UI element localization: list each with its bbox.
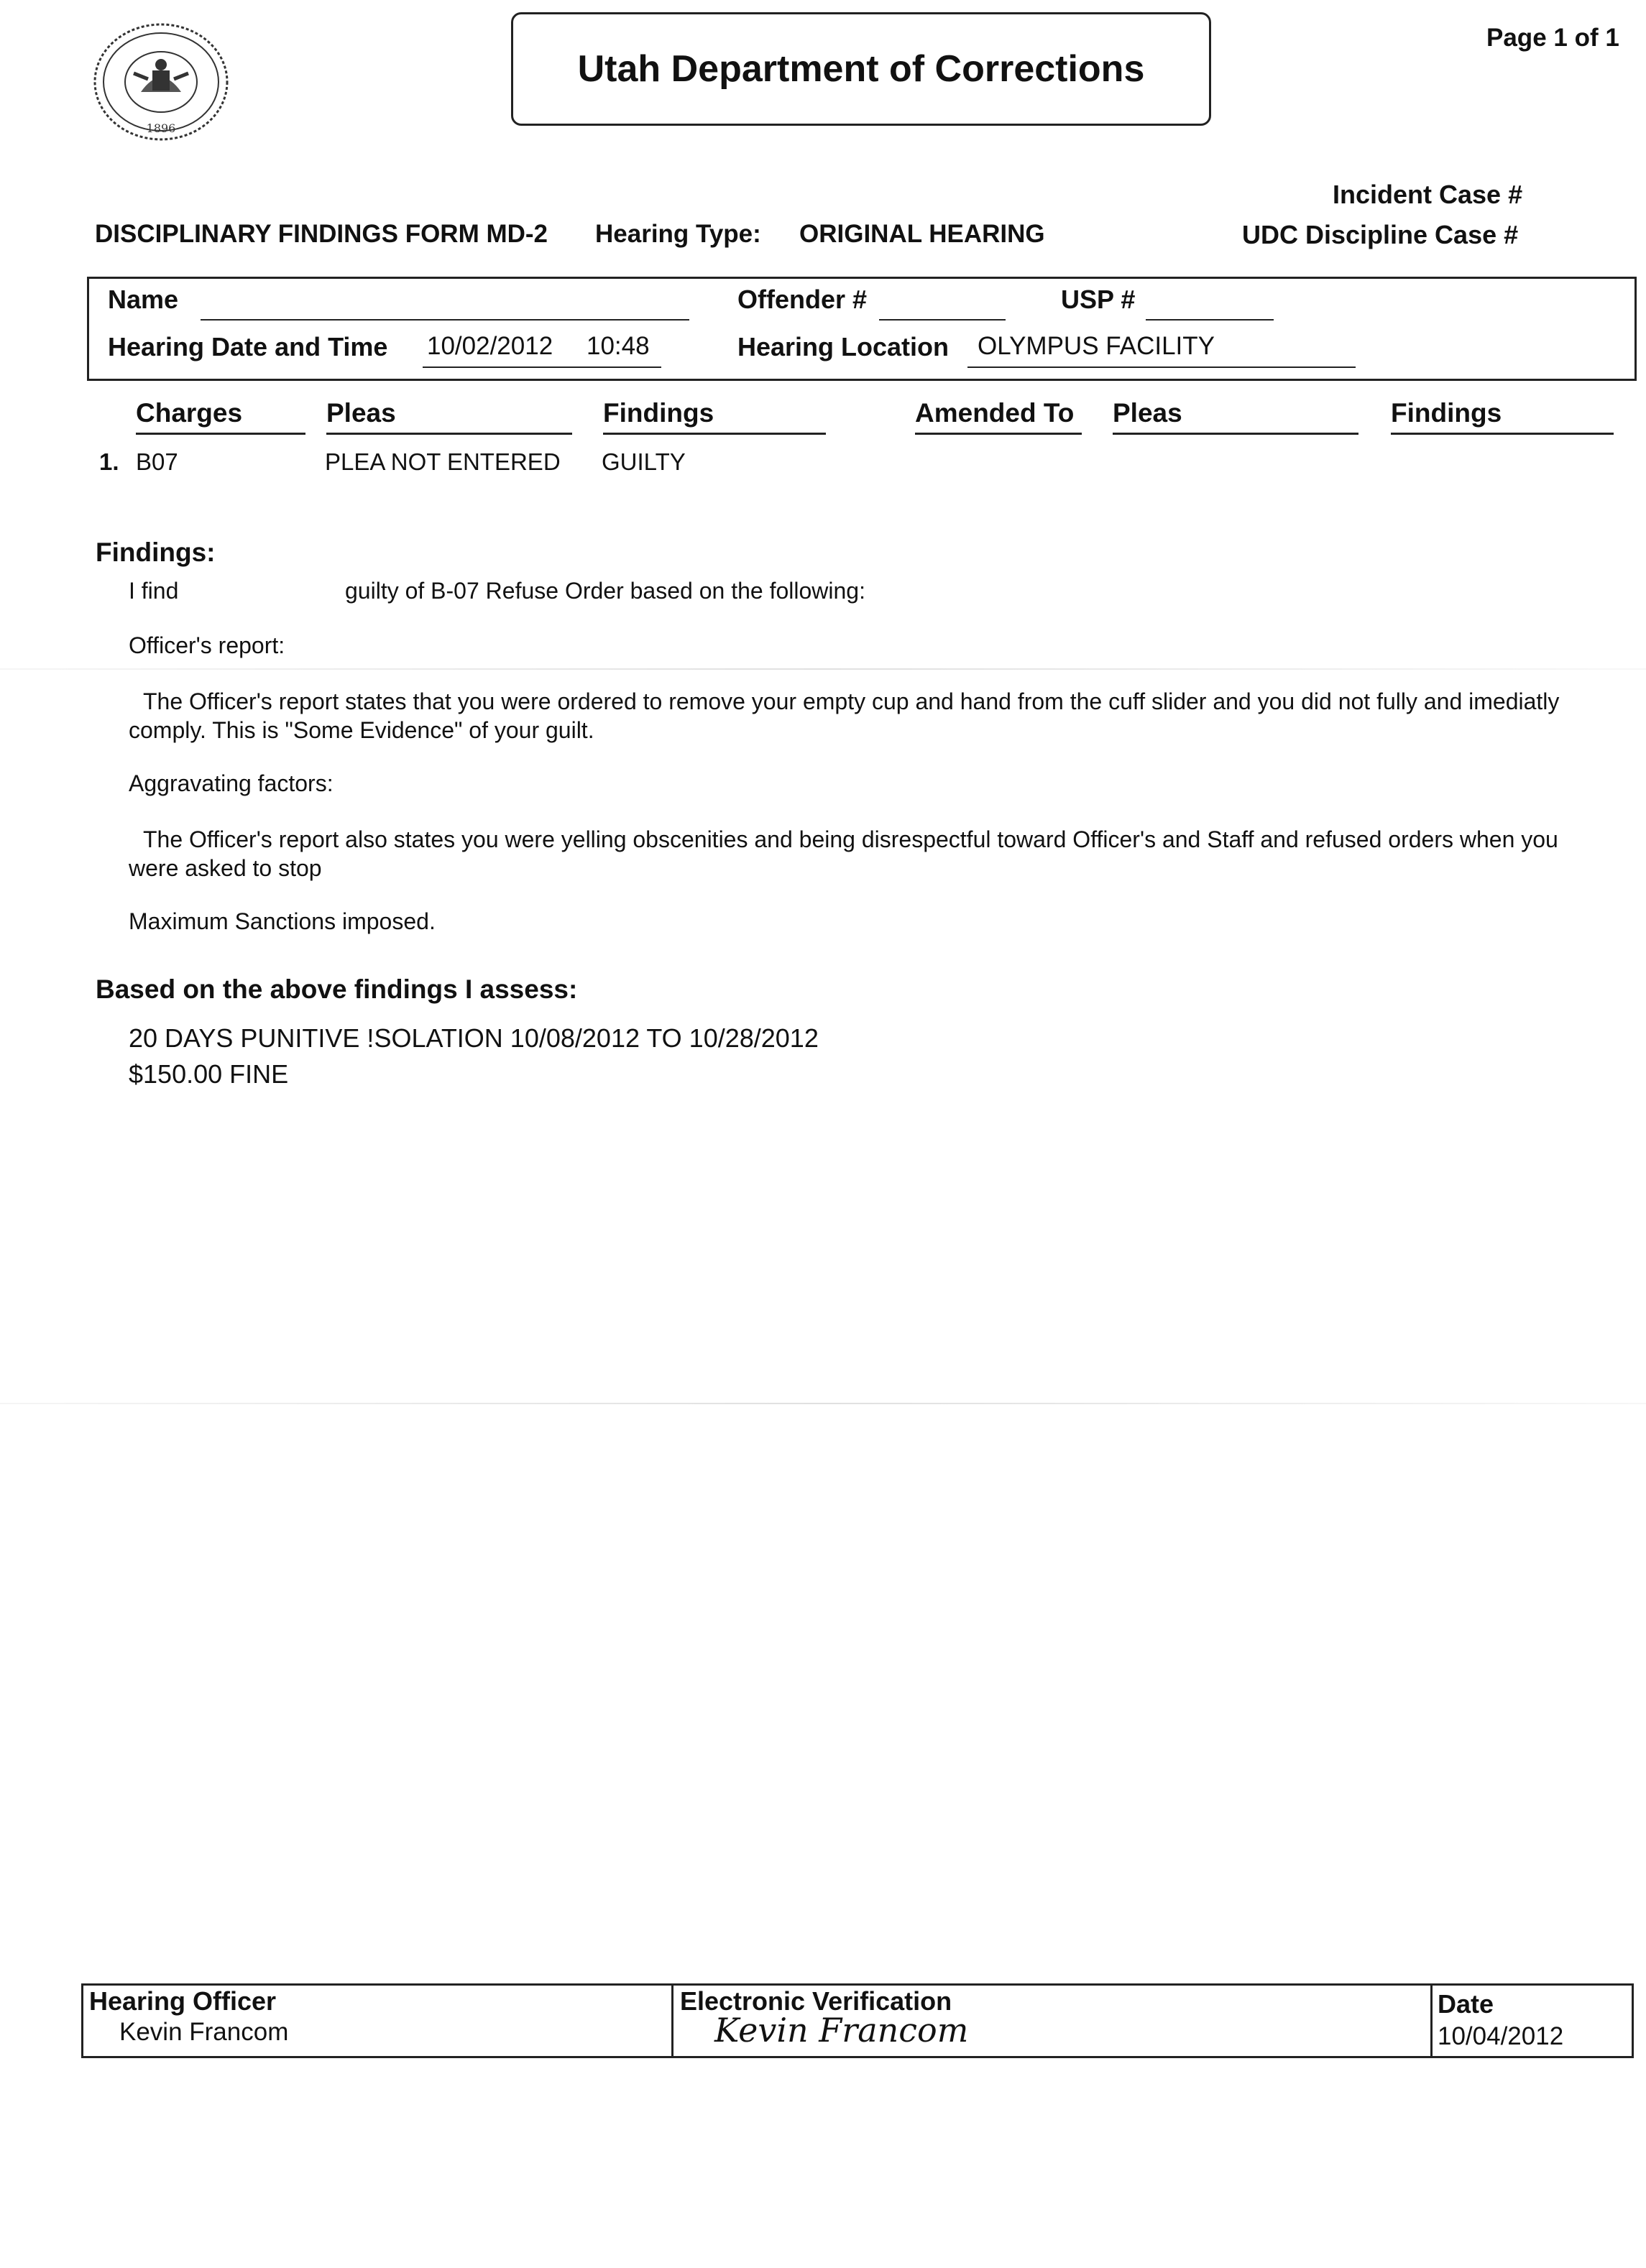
aggravating-text: The Officer's report also states you were yelling obscenities and being disrespectful toward Officer's and Staff and refused orders when you were asked to stop (129, 826, 1558, 881)
header-amended-to: Amended To (915, 398, 1082, 435)
assessment-item-isolation: 20 DAYS PUNITIVE !SOLATION 10/08/2012 TO 10/28/2012 (129, 1023, 819, 1053)
guilty-statement: guilty of B-07 Refuse Order based on the following: (345, 578, 865, 604)
department-title-box (511, 12, 1211, 126)
i-find-text: I find (129, 578, 179, 604)
hearing-officer-label: Hearing Officer (89, 1986, 277, 2016)
hearing-location-label: Hearing Location (737, 332, 950, 361)
udc-discipline-case-label: UDC Discipline Case # (1242, 220, 1519, 249)
fold-line-upper (0, 668, 1646, 670)
hearing-datetime-label: Hearing Date and Time (108, 332, 388, 361)
name-label: Name (108, 285, 179, 314)
usp-field (1146, 287, 1274, 321)
signature-date: 10/04/2012 (1438, 2022, 1564, 2050)
assessment-heading: Based on the above findings I assess: (96, 974, 578, 1004)
state-seal (91, 20, 231, 144)
charge-finding: GUILTY (602, 448, 686, 475)
hearing-date: 10/02/2012 (427, 332, 553, 360)
hearing-type-label: Hearing Type: (595, 220, 761, 248)
hearing-officer-name: Kevin Francom (119, 2018, 289, 2046)
incident-case-label: Incident Case # (1333, 180, 1523, 209)
name-field (201, 287, 689, 321)
usp-label: USP # (1061, 285, 1136, 314)
header-amended-findings: Findings (1391, 398, 1614, 435)
electronic-signature: Kevin Francom (714, 2011, 969, 2050)
form-title: DISCIPLINARY FINDINGS FORM MD-2 (95, 220, 548, 248)
hearing-type-value: ORIGINAL HEARING (799, 220, 1045, 248)
electronic-verification-label: Electronic Verification (680, 1986, 952, 2016)
aggravating-label: Aggravating factors: (129, 770, 334, 796)
charge-plea: PLEA NOT ENTERED (325, 448, 561, 475)
svg-text:1896: 1896 (146, 121, 176, 135)
offender-field (879, 287, 1006, 321)
hearing-location-field (967, 329, 1356, 368)
hearing-location-value: OLYMPUS FACILITY (978, 332, 1215, 360)
header-charges: Charges (136, 398, 305, 435)
charge-code: B07 (136, 448, 178, 475)
hearing-time: 10:48 (587, 332, 650, 360)
offender-label: Offender # (737, 285, 868, 314)
header-amended-pleas: Pleas (1113, 398, 1358, 435)
officer-report-text: The Officer's report states that you were ordered to remove your empty cup and hand from the cuff slider and you did not fully and imediatly comply. This is "Some Evidence" of your guilt. (129, 688, 1560, 743)
header-findings: Findings (603, 398, 826, 435)
findings-heading: Findings: (96, 538, 216, 567)
assessment-item-fine: $150.00 FINE (129, 1059, 289, 1089)
page-number: Page 1 of 1 (1486, 24, 1619, 52)
charge-row-number: 1. (99, 448, 119, 475)
hearing-datetime-field (423, 329, 661, 368)
max-sanctions-text: Maximum Sanctions imposed. (129, 908, 436, 934)
officer-report-label: Officer's report: (129, 632, 285, 658)
fold-line-lower (0, 1403, 1646, 1404)
date-label: Date (1438, 1989, 1494, 2019)
department-title: Utah Department of Corrections (577, 48, 1145, 90)
header-pleas: Pleas (326, 398, 572, 435)
